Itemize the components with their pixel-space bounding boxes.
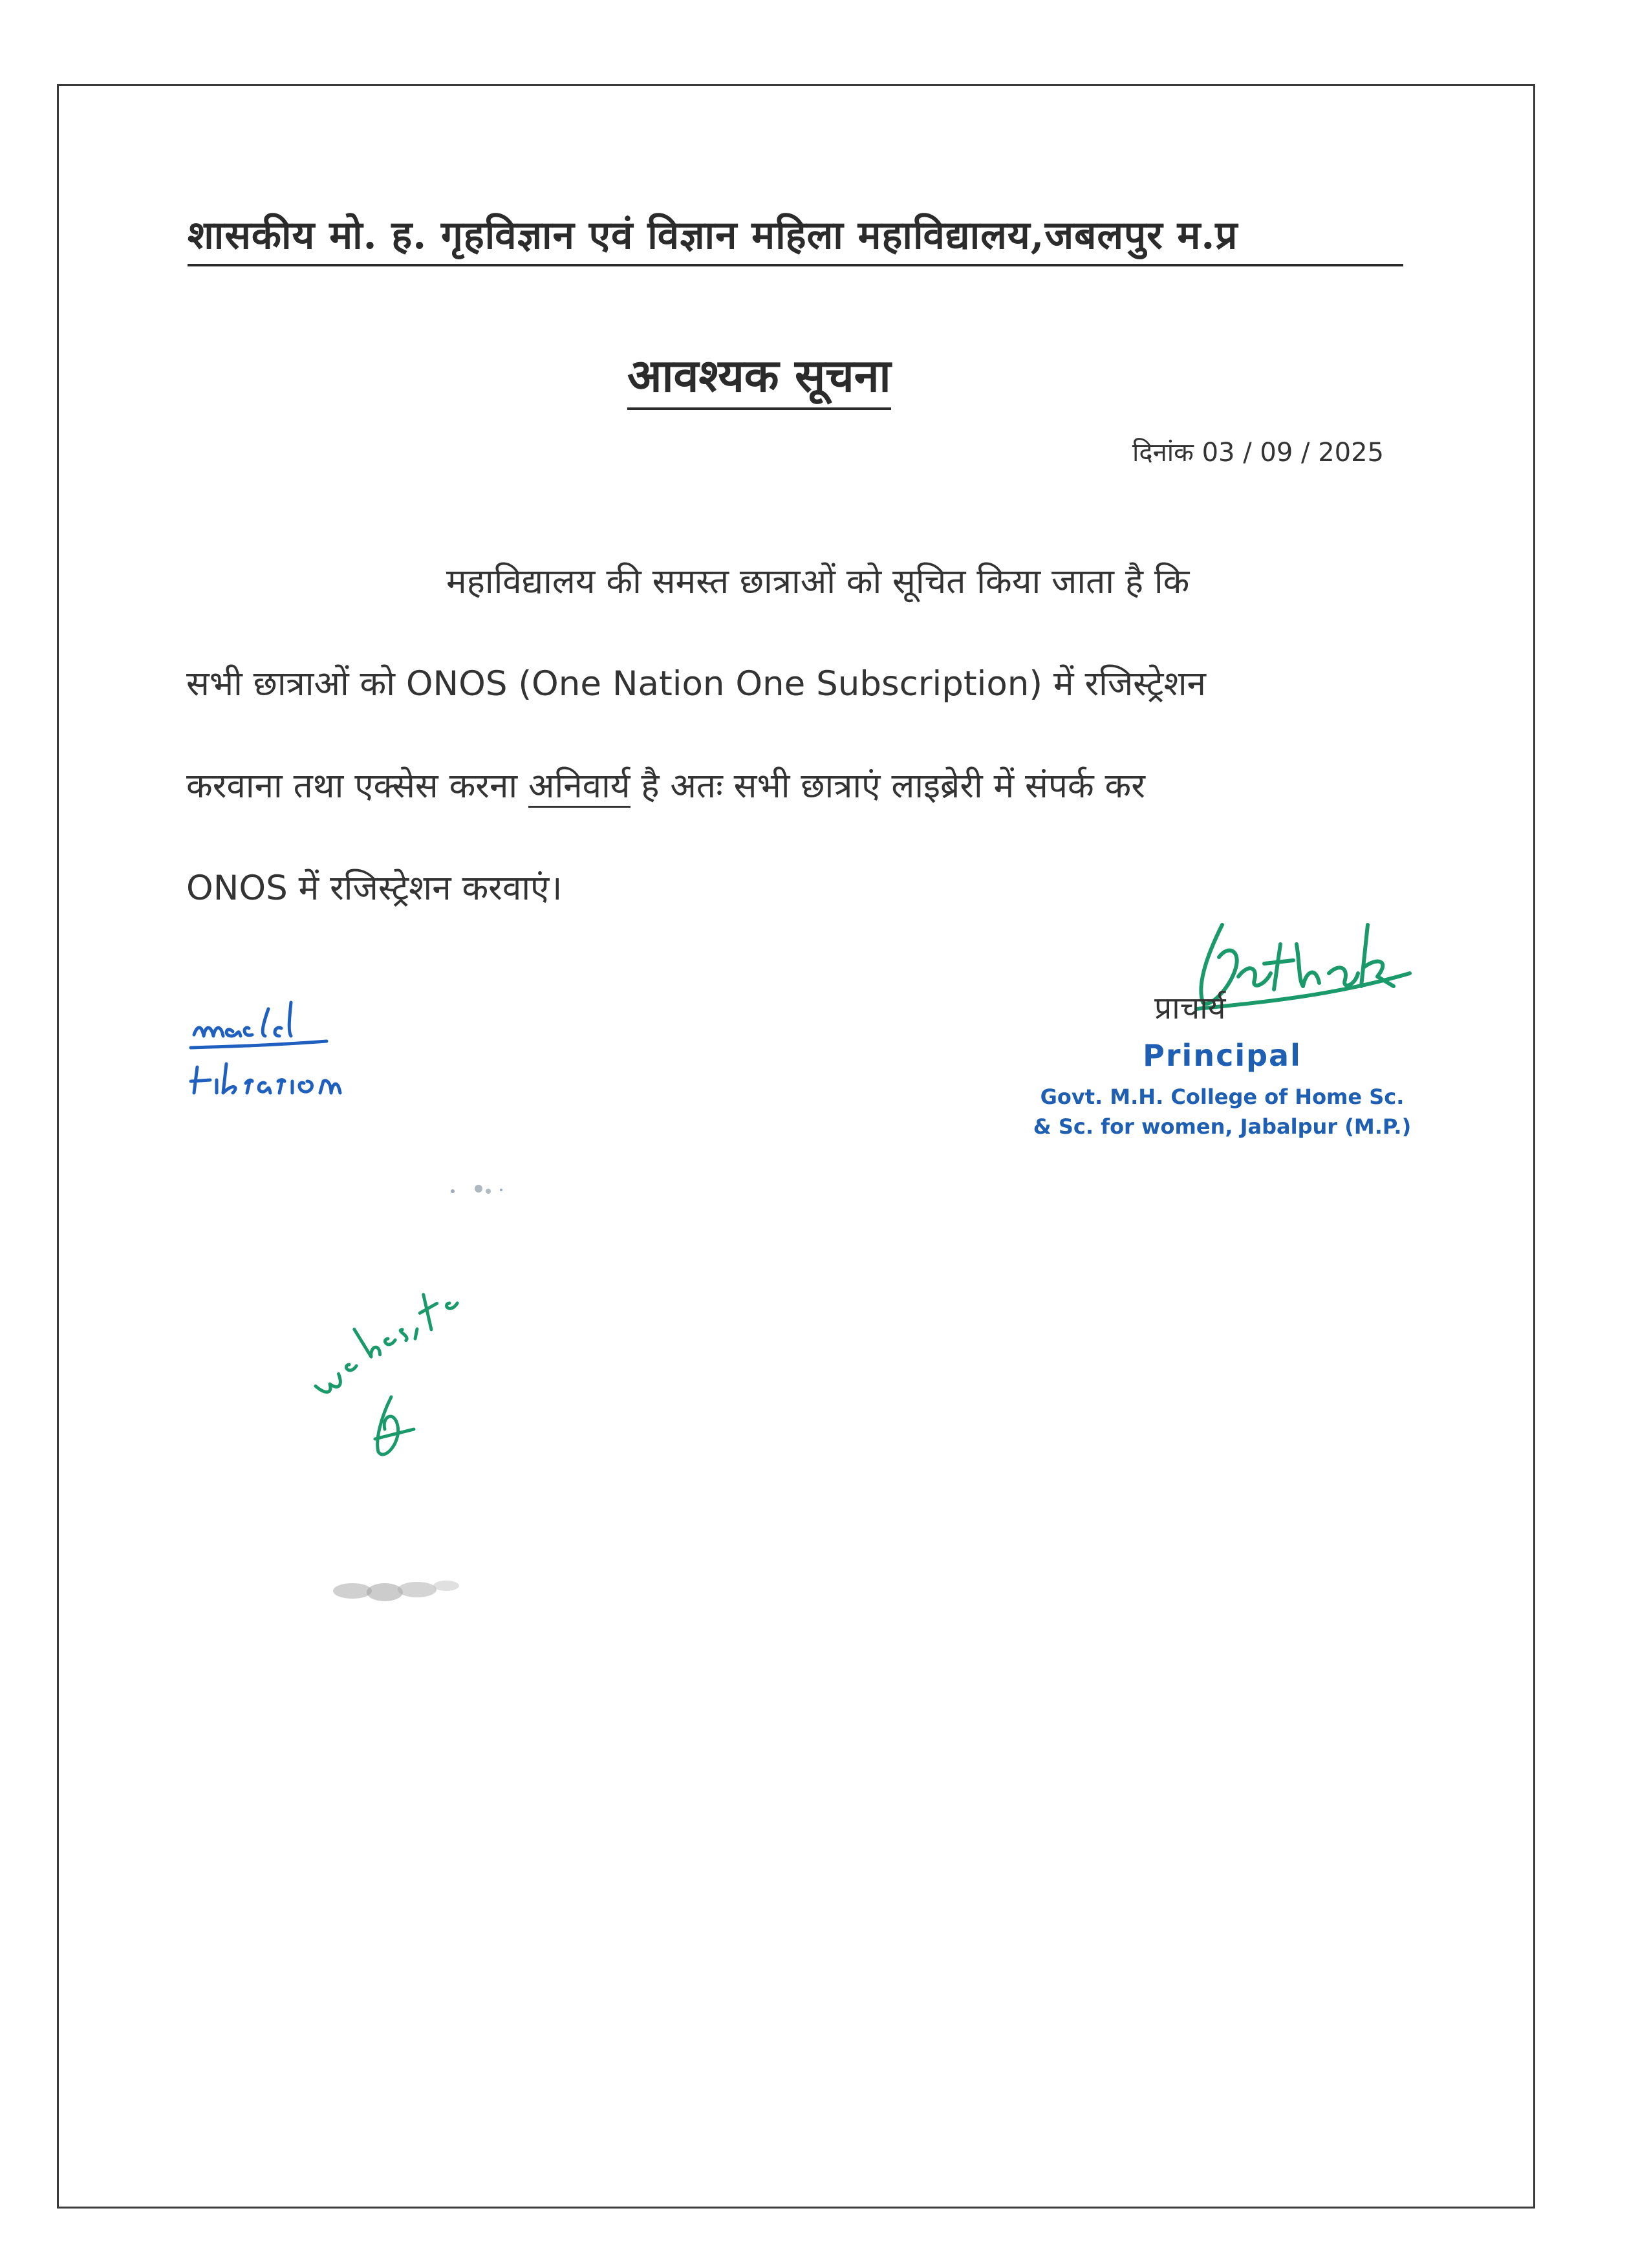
mandatory-word: अनिवार्य bbox=[528, 766, 630, 808]
designation-hindi: प्राचार्य bbox=[1154, 990, 1226, 1026]
date-label: दिनांक bbox=[1132, 438, 1194, 468]
stamp-title: Principal bbox=[1143, 1038, 1302, 1073]
principal-stamp bbox=[1009, 1038, 1436, 1141]
stamp-line-1: Govt. M.H. College of Home Sc. bbox=[1040, 1085, 1405, 1109]
date-value: 03 / 09 / 2025 bbox=[1202, 438, 1384, 468]
librarian-signature bbox=[188, 996, 394, 1125]
body-line-3 bbox=[186, 761, 1145, 808]
body-line-3-end: है अतः सभी छात्राएं लाइब्रेरी में संपर्क कर bbox=[630, 766, 1145, 806]
body-line-4: ONOS में रजिस्ट्रेशन करवाएं। bbox=[186, 869, 563, 908]
body-line-2: सभी छात्राओं को ONOS (One Nation One Subscription) में रजिस्ट्रेशन bbox=[186, 664, 1206, 704]
college-name-header: शासकीय मो. ह. गृहविज्ञान एवं विज्ञान महिला महाविद्यालय,जबलपुर म.प्र bbox=[188, 207, 1403, 266]
body-line-3-start: करवाना तथा एक्सेस करना bbox=[186, 766, 528, 806]
stamp-line-2: & Sc. for women, Jabalpur (M.P.) bbox=[1033, 1114, 1412, 1139]
notice-date bbox=[1132, 433, 1384, 469]
scan-smudge-1 bbox=[440, 1177, 517, 1203]
body-line-1: महाविद्यालय की समस्त छात्राओं को सूचित किया जाता है कि bbox=[446, 562, 1190, 601]
notice-heading: आवश्यक सूचना bbox=[627, 343, 891, 410]
scan-smudge-2 bbox=[327, 1571, 469, 1610]
website-note bbox=[304, 1268, 498, 1468]
